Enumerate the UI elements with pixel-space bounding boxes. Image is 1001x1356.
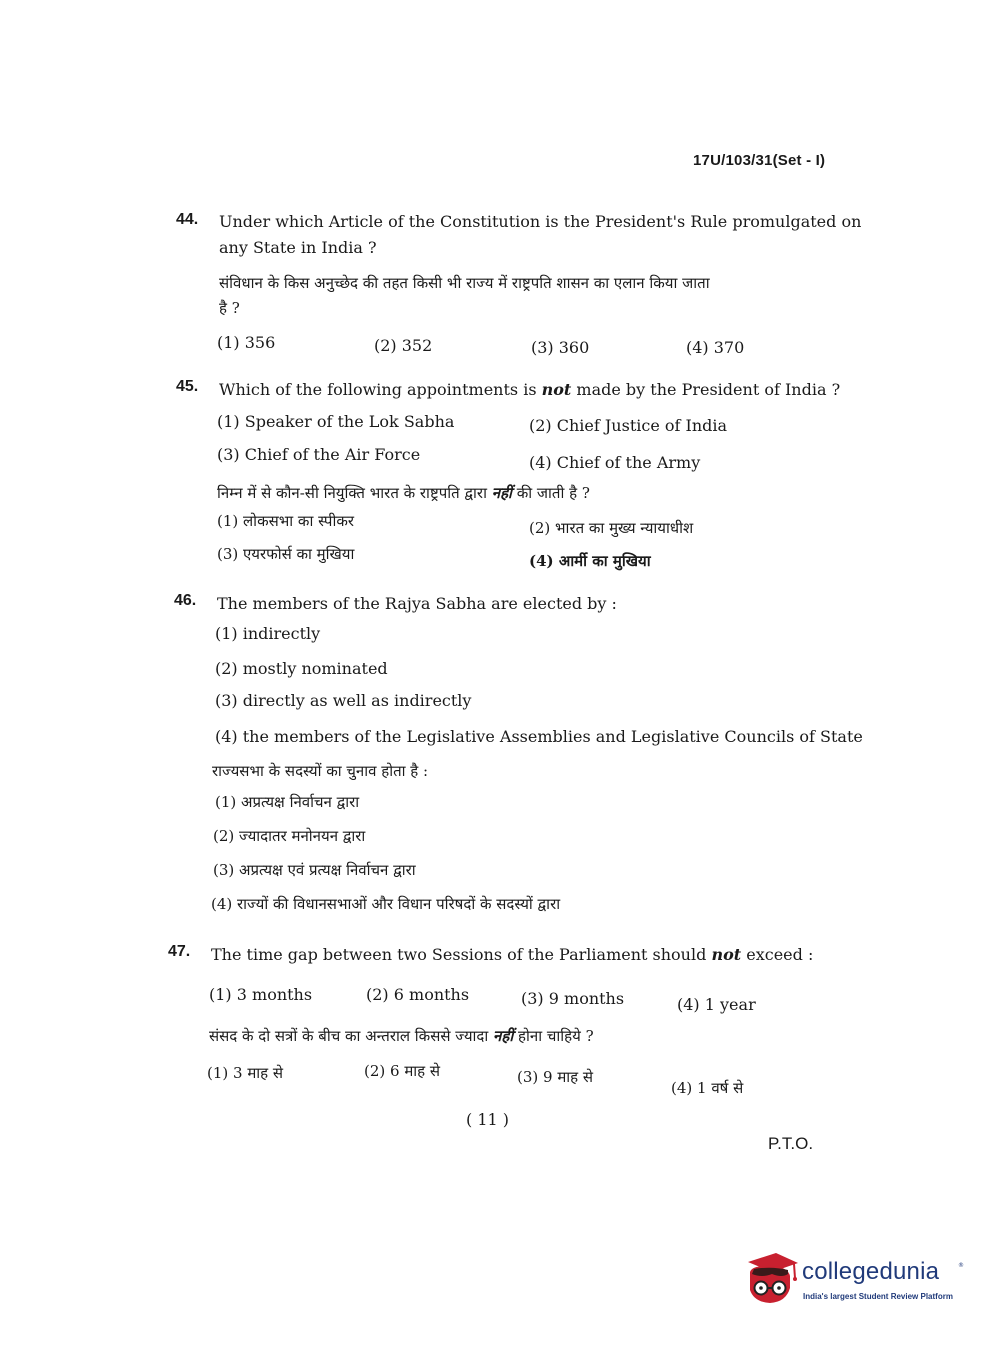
logo-wordmark: collegedunia bbox=[802, 1258, 940, 1285]
question-45-english: Which of the following appointments is not made by the President of India ? bbox=[219, 380, 841, 399]
question-44-hindi-line-2: है ? bbox=[219, 299, 240, 317]
question-44-number: 44. bbox=[176, 211, 199, 228]
question-45-number: 45. bbox=[176, 378, 199, 395]
question-47-option-2-english: (2) 6 months bbox=[366, 985, 470, 1004]
question-44-option-1: (1) 356 bbox=[217, 333, 276, 352]
question-47-hindi: संसद के दो सत्रों के बीच का अन्तराल किससे ज्यादा नहीं होना चाहिये ? bbox=[209, 1027, 594, 1045]
question-44-english-line-2: any State in India ? bbox=[219, 238, 377, 257]
collegedunia-logo bbox=[742, 1250, 972, 1312]
question-46-number: 46. bbox=[174, 592, 197, 609]
registered-mark: ® bbox=[958, 1262, 964, 1269]
question-47-option-2-hindi: (2) 6 माह से bbox=[364, 1062, 441, 1080]
logo-tagline: India's largest Student Review Platform bbox=[803, 1292, 953, 1301]
student-mascot-icon bbox=[742, 1250, 800, 1308]
question-47-option-3-english: (3) 9 months bbox=[521, 989, 625, 1008]
question-45-hindi: निम्न में से कौन-सी नियुक्ति भारत के राष्ट्रपति द्वारा नहीं की जाती है ? bbox=[217, 484, 590, 502]
paper-code: 17U/103/31(Set - I) bbox=[693, 152, 826, 169]
question-47-option-1-hindi: (1) 3 माह से bbox=[207, 1064, 284, 1082]
question-45-option-2-english: (2) Chief Justice of India bbox=[529, 416, 728, 435]
page-number: ( 11 ) bbox=[466, 1110, 510, 1129]
question-47-option-3-hindi: (3) 9 माह से bbox=[517, 1068, 594, 1086]
question-46-english: The members of the Rajya Sabha are elected by : bbox=[217, 594, 617, 613]
question-45-option-4-hindi: (4) आर्मी का मुखिया bbox=[529, 552, 651, 570]
question-47-number: 47. bbox=[168, 943, 191, 960]
pto-label: P.T.O. bbox=[768, 1134, 814, 1153]
question-47-english: The time gap between two Sessions of the Parliament should not exceed : bbox=[211, 945, 814, 964]
question-46-option-2-hindi: (2) ज्यादातर मनोनयन द्वारा bbox=[213, 827, 366, 845]
question-46-option-2-english: (2) mostly nominated bbox=[215, 659, 388, 678]
question-46-option-3-hindi: (3) अप्रत्यक्ष एवं प्रत्यक्ष निर्वाचन द्वारा bbox=[213, 861, 416, 879]
question-45-option-2-hindi: (2) भारत का मुख्य न्यायाधीश bbox=[529, 519, 694, 537]
question-46-option-3-english: (3) directly as well as indirectly bbox=[215, 691, 472, 710]
question-44-option-4: (4) 370 bbox=[686, 338, 745, 357]
question-46-option-4-english: (4) the members of the Legislative Assemblies and Legislative Councils of State bbox=[215, 727, 863, 746]
question-47-option-1-english: (1) 3 months bbox=[209, 985, 313, 1004]
question-45-option-1-hindi: (1) लोकसभा का स्पीकर bbox=[217, 512, 354, 530]
question-46-hindi: राज्यसभा के सदस्यों का चुनाव होता है : bbox=[212, 762, 429, 780]
question-46-option-4-hindi: (4) राज्यों की विधानसभाओं और विधान परिषदों के सदस्यों द्वारा bbox=[211, 895, 561, 913]
question-44-option-2: (2) 352 bbox=[374, 336, 433, 355]
question-45-option-3-english: (3) Chief of the Air Force bbox=[217, 445, 421, 464]
question-47-option-4-english: (4) 1 year bbox=[677, 995, 756, 1014]
question-45-option-1-english: (1) Speaker of the Lok Sabha bbox=[217, 412, 455, 431]
question-46-option-1-hindi: (1) अप्रत्यक्ष निर्वाचन द्वारा bbox=[215, 793, 360, 811]
question-44-english-line-1: Under which Article of the Constitution is the President's Rule promulgated on bbox=[219, 212, 862, 231]
question-45-option-4-english: (4) Chief of the Army bbox=[529, 453, 701, 472]
question-44-option-3: (3) 360 bbox=[531, 338, 590, 357]
question-44-hindi-line-1: संविधान के किस अनुच्छेद की तहत किसी भी राज्य में राष्ट्रपति शासन का एलान किया जाता bbox=[219, 274, 710, 292]
question-47-option-4-hindi: (4) 1 वर्ष से bbox=[671, 1079, 744, 1097]
question-45-option-3-hindi: (3) एयरफोर्स का मुखिया bbox=[217, 545, 355, 563]
question-46-option-1-english: (1) indirectly bbox=[215, 624, 321, 643]
